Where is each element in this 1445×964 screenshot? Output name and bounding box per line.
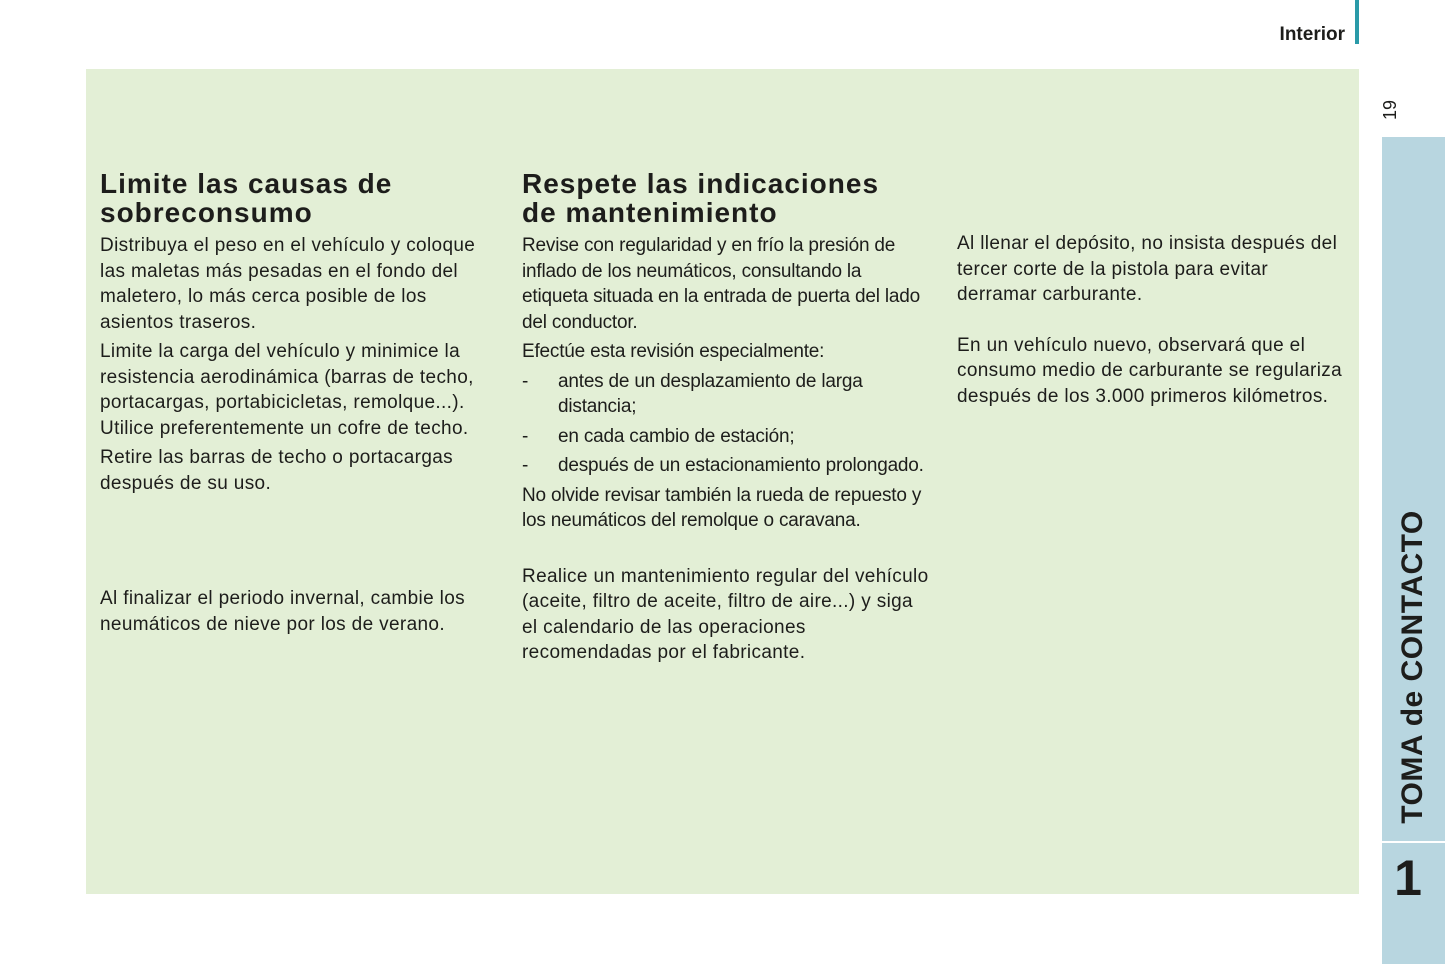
- dash-marker: -: [522, 425, 529, 447]
- list-item-text: en cada cambio de estación;: [558, 425, 795, 447]
- header-accent-rule: [1355, 0, 1359, 44]
- heading-line: Limite las causas de: [100, 168, 393, 199]
- paragraph: Al llenar el depósito, no insista después del tercer corte de la pistola para evitar derramar carburante.: [957, 233, 1338, 305]
- list-item-text: después de un estacionamiento prolongado.: [558, 455, 924, 476]
- chapter-side-tab: [1382, 137, 1445, 964]
- paragraph: Revise con regularidad y en frío la presión de inflado de los neumáticos, consultando la etiqueta situada en la entrada de puerta del lado del conductor.: [522, 235, 920, 333]
- heading-line: Respete las indicaciones: [522, 168, 880, 199]
- paragraph: Al finalizar el periodo invernal, cambie los neumáticos de nieve por los de verano.: [100, 588, 465, 635]
- dash-marker: -: [522, 370, 529, 392]
- paragraph: Limite la carga del vehículo y minimice la resistencia aerodinámica (barras de techo, portacargas, portabicicletas, remolque...). Utilice preferentemente un cofre de techo.: [100, 341, 474, 439]
- column-mantenimiento: [522, 169, 932, 666]
- list-item: [522, 369, 932, 420]
- heading-sobreconsumo: [100, 169, 500, 227]
- list-item: [522, 424, 932, 450]
- paragraph: Realice un mantenimiento regular del vehículo (aceite, filtro de aceite, filtro de aire...) y siga el calendario de las operaciones recomendadas por el fabricante.: [522, 565, 929, 663]
- paragraph: En un vehículo nuevo, observará que el consumo medio de carburante se regulariza después de los 3.000 primeros kilómetros.: [957, 334, 1343, 407]
- heading-line: de mantenimiento: [522, 197, 778, 228]
- list-item: [522, 453, 932, 479]
- paragraph: Retire las barras de techo o portacargas después de su uso.: [100, 447, 454, 494]
- page-number: 19: [1379, 99, 1400, 121]
- chapter-title: TOMA de CONTACTO: [1396, 510, 1429, 824]
- heading-line: sobreconsumo: [100, 197, 313, 228]
- column-carburante: [957, 231, 1352, 409]
- dash-marker: -: [522, 455, 529, 476]
- heading-mantenimiento: [522, 169, 932, 227]
- chapter-divider: [1382, 841, 1445, 843]
- paragraph: No olvide revisar también la rueda de repuesto y los neumáticos del remolque o caravana.: [522, 484, 922, 531]
- content-panel: [86, 69, 1359, 894]
- paragraph: Efectúe esta revisión especialmente:: [522, 341, 825, 362]
- checklist: [522, 369, 932, 479]
- list-item-text: antes de un desplazamiento de larga distancia;: [558, 370, 863, 417]
- section-title: Interior: [1279, 24, 1345, 45]
- paragraph: Distribuya el peso en el vehículo y coloque las maletas más pesadas en el fondo del maletero, lo más cerca posible de los asientos traseros.: [100, 235, 476, 333]
- column-sobreconsumo: [100, 169, 500, 637]
- chapter-number: 1: [1394, 850, 1422, 906]
